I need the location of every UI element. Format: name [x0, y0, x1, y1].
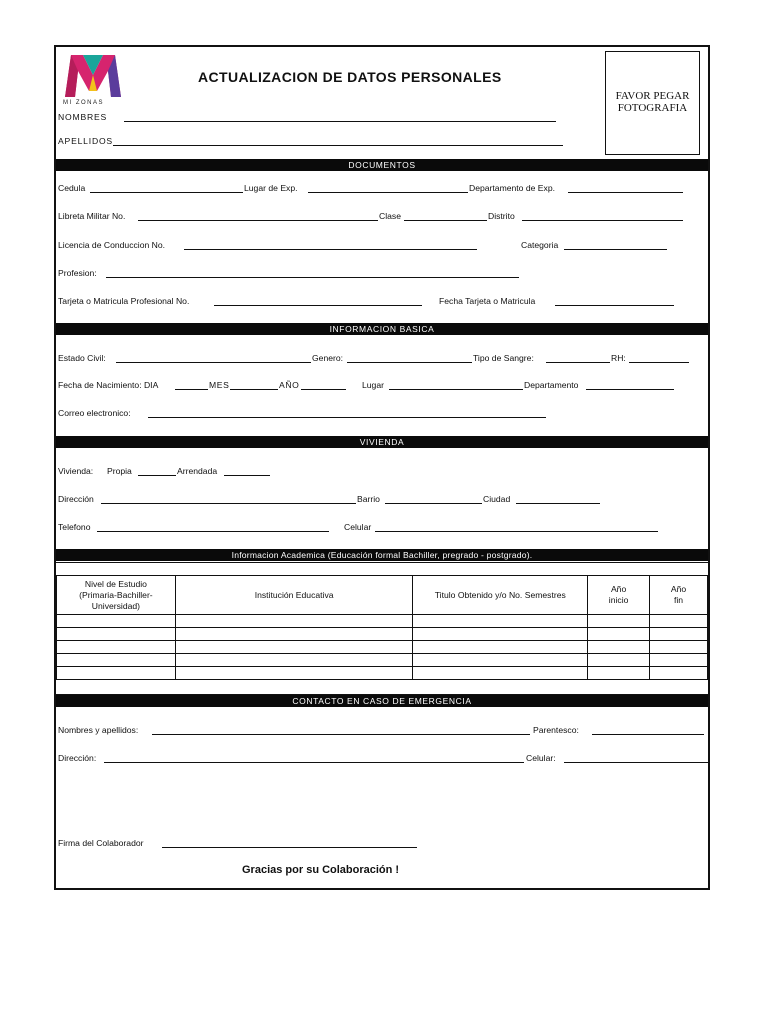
section-emergencia: CONTACTO EN CASO DE EMERGENCIA [56, 695, 708, 707]
section-informacion-basica: INFORMACION BASICA [56, 323, 708, 335]
col-nivel-line3: Universidad) [91, 600, 141, 611]
table-cell[interactable] [588, 654, 650, 667]
cedula-label: Cedula [58, 183, 86, 193]
parentesco-field[interactable] [592, 734, 704, 735]
departamento-exp-field[interactable] [568, 192, 683, 193]
propia-label: Propia [107, 466, 132, 476]
section-documentos: DOCUMENTOS [56, 159, 708, 171]
categoria-field[interactable] [564, 249, 667, 250]
company-logo [61, 51, 125, 105]
estado-civil-field[interactable] [116, 362, 311, 363]
emergencia-direccion-label: Dirección: [58, 753, 97, 763]
correo-field[interactable] [148, 417, 546, 418]
section-academica: Informacion Academica (Educación formal Bachiller, pregrado - postgrado). [56, 549, 708, 561]
propia-field[interactable] [138, 475, 176, 476]
tipo-sangre-label: Tipo de Sangre: [473, 353, 534, 363]
table-row [57, 667, 708, 680]
table-cell[interactable] [650, 641, 708, 654]
table-cell[interactable] [175, 667, 413, 680]
parentesco-label: Parentesco: [533, 725, 579, 735]
lugar-exp-label: Lugar de Exp. [244, 183, 298, 193]
col-nivel [57, 576, 176, 615]
lugar-exp-field[interactable] [308, 192, 468, 193]
col-fin-line2: fin [673, 595, 684, 605]
table-cell[interactable] [413, 615, 588, 628]
fecha-nacimiento-label: Fecha de Nacimiento: DIA [58, 380, 159, 390]
rh-field[interactable] [629, 362, 689, 363]
table-cell[interactable] [175, 641, 413, 654]
table-cell[interactable] [588, 641, 650, 654]
photo-instruction-line2: FOTOGRAFIA [617, 102, 688, 114]
table-cell[interactable] [650, 615, 708, 628]
arrendada-field[interactable] [224, 475, 270, 476]
personal-data-form [54, 45, 710, 890]
table-cell[interactable] [175, 628, 413, 641]
telefono-field[interactable] [97, 531, 329, 532]
mes-field[interactable] [230, 389, 278, 390]
mes-label: MES [209, 380, 230, 390]
barrio-label: Barrio [357, 494, 380, 504]
table-cell[interactable] [413, 628, 588, 641]
logo-text: MI ZONAS [63, 100, 105, 105]
direccion-label: Dirección [58, 494, 94, 504]
departamento-label: Departamento [524, 380, 579, 390]
section-vivienda: VIVIENDA [56, 436, 708, 448]
col-inicio-line1: Año [610, 584, 627, 594]
direccion-field[interactable] [101, 503, 356, 504]
col-institucion: Institución Educativa [175, 576, 413, 615]
emergencia-nombres-underline [152, 734, 530, 735]
table-cell[interactable] [588, 667, 650, 680]
table-row [57, 654, 708, 667]
table-cell[interactable] [588, 628, 650, 641]
emergencia-nombres-label: Nombres y apellidos: [58, 725, 139, 735]
genero-label: Genero: [312, 353, 344, 363]
departamento-field[interactable] [586, 389, 674, 390]
thanks-message: Gracias por su Colaboración ! [242, 864, 400, 876]
education-table [56, 575, 708, 680]
ciudad-label: Ciudad [483, 494, 511, 504]
table-row [57, 628, 708, 641]
firma-field[interactable] [162, 847, 417, 848]
form-title: ACTUALIZACION DE DATOS PERSONALES [198, 69, 502, 85]
profesion-field[interactable] [106, 277, 519, 278]
barrio-field[interactable] [385, 503, 482, 504]
ano-field[interactable] [301, 389, 346, 390]
table-cell[interactable] [57, 628, 176, 641]
table-cell[interactable] [413, 654, 588, 667]
rh-label: RH: [611, 353, 626, 363]
table-cell[interactable] [413, 667, 588, 680]
photo-instruction-line1: FAVOR PEGAR [615, 90, 690, 102]
celular-field[interactable] [375, 531, 658, 532]
table-cell[interactable] [175, 654, 413, 667]
tarjeta-label: Tarjeta o Matricula Profesional No. [58, 296, 190, 306]
table-cell[interactable] [588, 615, 650, 628]
categoria-label: Categoria [521, 240, 559, 250]
table-cell[interactable] [175, 615, 413, 628]
nombres-field[interactable] [124, 121, 556, 122]
table-cell[interactable] [57, 615, 176, 628]
table-cell[interactable] [57, 654, 176, 667]
distrito-label: Distrito [488, 211, 515, 221]
divider [56, 562, 708, 563]
genero-field[interactable] [347, 362, 472, 363]
emergencia-celular-field[interactable] [564, 762, 710, 763]
table-cell[interactable] [413, 641, 588, 654]
table-cell[interactable] [650, 654, 708, 667]
fecha-tarjeta-label: Fecha Tarjeta o Matricula [439, 296, 536, 306]
col-inicio [588, 576, 650, 615]
celular-label: Celular [344, 522, 372, 532]
col-titulo: Titulo Obtenido y/o No. Semestres [413, 576, 588, 615]
libreta-field[interactable] [138, 220, 378, 221]
fecha-tarjeta-field[interactable] [555, 305, 674, 306]
distrito-field[interactable] [522, 220, 683, 221]
ano-label: AÑO [279, 380, 300, 390]
col-nivel-line2: (Primaria-Bachiller- [79, 589, 153, 600]
emergencia-direccion-field[interactable] [104, 762, 524, 763]
firma-label: Firma del Colaborador [58, 838, 144, 848]
col-fin [650, 576, 708, 615]
table-row [57, 615, 708, 628]
cedula-field[interactable] [90, 192, 243, 193]
estado-civil-label: Estado Civil: [58, 353, 106, 363]
table-cell[interactable] [57, 641, 176, 654]
libreta-label: Libreta Militar No. [58, 211, 126, 221]
col-nivel-line1: Nivel de Estudio [84, 578, 147, 589]
table-cell[interactable] [57, 667, 176, 680]
col-fin-line1: Año [670, 584, 687, 594]
nombres-label: NOMBRES [58, 112, 108, 122]
apellidos-label: APELLIDOS [58, 136, 113, 146]
apellidos-field[interactable] [113, 145, 563, 146]
lugar-label: Lugar [362, 380, 384, 390]
table-row [57, 641, 708, 654]
table-cell[interactable] [650, 667, 708, 680]
dia-field[interactable] [175, 389, 208, 390]
tipo-sangre-field[interactable] [546, 362, 610, 363]
vivienda-label: Vivienda: [58, 466, 94, 476]
clase-field[interactable] [404, 220, 487, 221]
clase-label: Clase [379, 211, 401, 221]
licencia-label: Licencia de Conduccion No. [58, 240, 166, 250]
correo-label: Correo electronico: [58, 408, 131, 418]
lugar-field[interactable] [389, 389, 523, 390]
table-cell[interactable] [650, 628, 708, 641]
emergencia-celular-label: Celular: [526, 753, 556, 763]
ciudad-field[interactable] [516, 503, 600, 504]
profesion-label: Profesion: [58, 268, 97, 278]
tarjeta-field[interactable] [214, 305, 422, 306]
table-header-row [57, 576, 708, 615]
departamento-exp-label: Departamento de Exp. [469, 183, 555, 193]
photo-box [605, 51, 700, 155]
col-inicio-line2: inicio [608, 595, 629, 605]
licencia-field[interactable] [184, 249, 477, 250]
telefono-label: Telefono [58, 522, 91, 532]
arrendada-label: Arrendada [177, 466, 218, 476]
